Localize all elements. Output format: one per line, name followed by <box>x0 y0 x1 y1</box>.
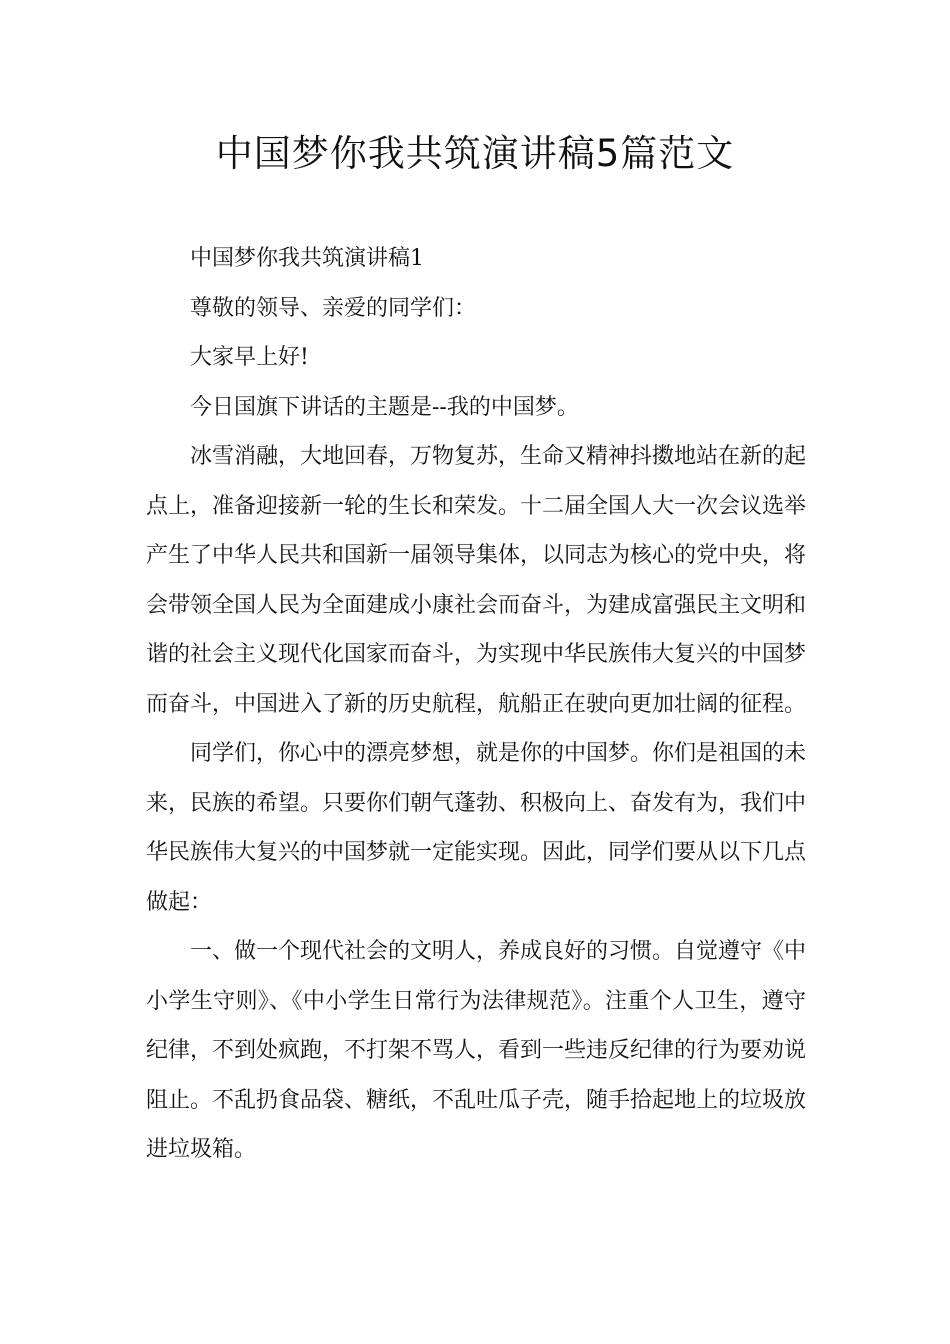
body-paragraph: 一、做一个现代社会的文明人，养成良好的习惯。自觉遵守《中小学生守则》、《中小学生日常行为法律规范》。注重个人卫生，遵守纪律，不到处疯跑，不打架不骂人，看到一些违反纪律的行为要劝说阻止。不乱扔食品袋、糖纸，不乱吐瓜子壳，随手拾起地上的垃圾放进垃圾箱。 <box>146 939 807 1162</box>
speech-heading: 中国梦你我共筑演讲稿1 <box>190 246 424 271</box>
greeting: 大家早上好! <box>190 345 309 370</box>
salutation: 尊敬的领导、亲爱的同学们： <box>190 295 477 321</box>
document-title: 中国梦你我共筑演讲稿5篇范文 <box>215 132 735 175</box>
body-paragraph: 同学们，你心中的漂亮梦想，就是你的中国梦。你们是祖国的未来，民族的希望。只要你们朝气蓬勃、积极向上、奋发有为，我们中华民族伟大复兴的中国梦就一定能实现。因此，同学们要从以下几点做起： <box>146 741 807 915</box>
document-body <box>146 234 806 1175</box>
body-paragraph: 冰雪消融，大地回春，万物复苏，生命又精神抖擞地站在新的起点上，准备迎接新一轮的生长和荣发。十二届全国人大一次会议选举产生了中华人民共和国新一届领导集体，以同志为核心的党中央，将会带领全国人民为全面建成小康社会而奋斗，为建成富强民主文明和谐的社会主义现代化国家而奋斗，为实现中华民族伟大复兴的中国梦而奋斗，中国进入了新的历史航程，航船正在驶向更加壮阔的征程。 <box>146 444 807 717</box>
topic-line: 今日国旗下讲话的主题是--我的中国梦。 <box>190 394 579 420</box>
